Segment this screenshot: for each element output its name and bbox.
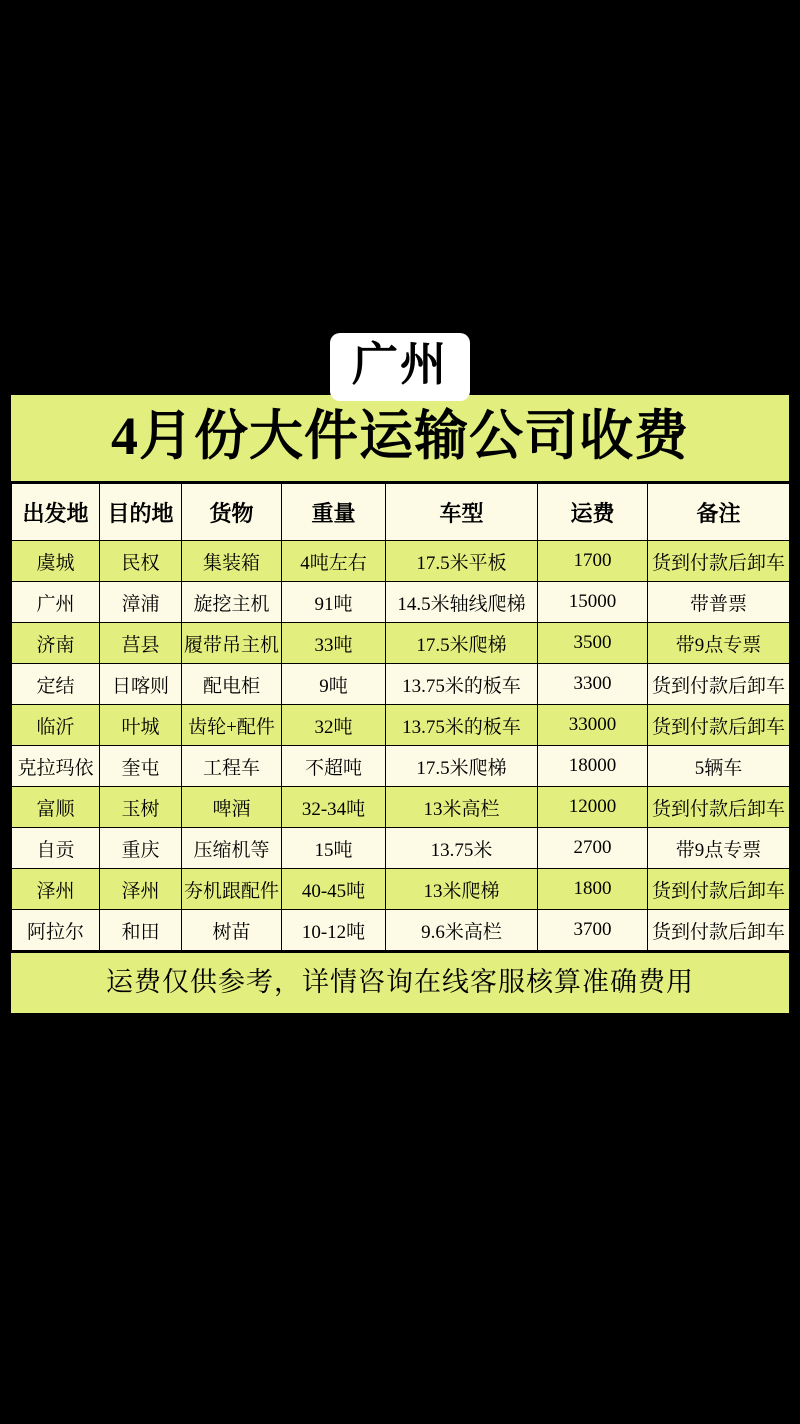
table-row	[12, 541, 790, 582]
city-badge-label: 广州	[352, 339, 448, 390]
cell-weight: 32-34吨	[282, 787, 386, 828]
cell-remark: 货到付款后卸车	[648, 910, 790, 951]
cell-destination: 民权	[100, 541, 182, 582]
column-header-origin: 出发地	[12, 484, 100, 541]
cell-weight: 33吨	[282, 623, 386, 664]
column-header-remark: 备注	[648, 484, 790, 541]
cell-cargo: 集装箱	[182, 541, 282, 582]
cell-vehicle: 14.5米轴线爬梯	[386, 582, 538, 623]
column-header-weight: 重量	[282, 484, 386, 541]
cell-vehicle: 17.5米爬梯	[386, 746, 538, 787]
cell-destination: 奎屯	[100, 746, 182, 787]
table-row	[12, 910, 790, 951]
cell-remark: 5辆车	[648, 746, 790, 787]
table-row	[12, 746, 790, 787]
cell-remark: 货到付款后卸车	[648, 705, 790, 746]
cell-destination: 玉树	[100, 787, 182, 828]
cell-remark: 货到付款后卸车	[648, 787, 790, 828]
cell-cargo: 工程车	[182, 746, 282, 787]
column-header-vehicle: 车型	[386, 484, 538, 541]
cell-cargo: 配电柜	[182, 664, 282, 705]
cell-remark: 货到付款后卸车	[648, 541, 790, 582]
footer-note-text: 运费仅供参考，详情咨询在线客服核算准确费用	[106, 967, 694, 997]
cell-freight: 12000	[538, 787, 648, 828]
cell-freight: 18000	[538, 746, 648, 787]
cell-vehicle: 9.6米高栏	[386, 910, 538, 951]
cell-cargo: 履带吊主机	[182, 623, 282, 664]
cell-freight: 1700	[538, 541, 648, 582]
cell-origin: 广州	[12, 582, 100, 623]
cell-destination: 重庆	[100, 828, 182, 869]
cell-freight: 2700	[538, 828, 648, 869]
cell-weight: 91吨	[282, 582, 386, 623]
table-row	[12, 582, 790, 623]
table-row	[12, 787, 790, 828]
cell-cargo: 夯机跟配件	[182, 869, 282, 910]
cell-destination: 和田	[100, 910, 182, 951]
cell-weight: 32吨	[282, 705, 386, 746]
cell-cargo: 压缩机等	[182, 828, 282, 869]
column-header-freight: 运费	[538, 484, 648, 541]
cell-origin: 临沂	[12, 705, 100, 746]
table-row	[12, 828, 790, 869]
cell-freight: 33000	[538, 705, 648, 746]
rate-table	[11, 483, 790, 951]
cell-origin: 定结	[12, 664, 100, 705]
table-row	[12, 664, 790, 705]
cell-remark: 带普票	[648, 582, 790, 623]
table-row	[12, 705, 790, 746]
cell-remark: 货到付款后卸车	[648, 664, 790, 705]
cell-origin: 富顺	[12, 787, 100, 828]
rate-card	[10, 394, 790, 1014]
cell-weight: 9吨	[282, 664, 386, 705]
cell-destination: 漳浦	[100, 582, 182, 623]
cell-destination: 莒县	[100, 623, 182, 664]
cell-origin: 虞城	[12, 541, 100, 582]
cell-vehicle: 13.75米	[386, 828, 538, 869]
cell-vehicle: 13米高栏	[386, 787, 538, 828]
cell-cargo: 树苗	[182, 910, 282, 951]
cell-origin: 阿拉尔	[12, 910, 100, 951]
table-row	[12, 869, 790, 910]
page-title: 4月份大件运输公司收费	[111, 406, 689, 466]
cell-remark: 带9点专票	[648, 828, 790, 869]
cell-remark: 带9点专票	[648, 623, 790, 664]
column-header-destination: 目的地	[100, 484, 182, 541]
column-header-cargo: 货物	[182, 484, 282, 541]
cell-vehicle: 13.75米的板车	[386, 664, 538, 705]
table-header-row	[12, 484, 790, 541]
cell-weight: 不超吨	[282, 746, 386, 787]
cell-freight: 3300	[538, 664, 648, 705]
cell-freight: 1800	[538, 869, 648, 910]
table-row	[12, 623, 790, 664]
cell-vehicle: 17.5米平板	[386, 541, 538, 582]
cell-weight: 15吨	[282, 828, 386, 869]
cell-origin: 济南	[12, 623, 100, 664]
cell-cargo: 旋挖主机	[182, 582, 282, 623]
cell-destination: 泽州	[100, 869, 182, 910]
cell-freight: 15000	[538, 582, 648, 623]
cell-origin: 克拉玛依	[12, 746, 100, 787]
cell-origin: 泽州	[12, 869, 100, 910]
cell-weight: 4吨左右	[282, 541, 386, 582]
cell-freight: 3500	[538, 623, 648, 664]
cell-destination: 日喀则	[100, 664, 182, 705]
cell-vehicle: 13米爬梯	[386, 869, 538, 910]
cell-origin: 自贡	[12, 828, 100, 869]
cell-cargo: 齿轮+配件	[182, 705, 282, 746]
cell-destination: 叶城	[100, 705, 182, 746]
cell-freight: 3700	[538, 910, 648, 951]
card-title-bar	[11, 395, 789, 483]
cell-vehicle: 17.5米爬梯	[386, 623, 538, 664]
cell-weight: 40-45吨	[282, 869, 386, 910]
cell-vehicle: 13.75米的板车	[386, 705, 538, 746]
footer-note	[11, 951, 789, 1013]
cell-weight: 10-12吨	[282, 910, 386, 951]
cell-remark: 货到付款后卸车	[648, 869, 790, 910]
city-badge	[330, 333, 470, 401]
cell-cargo: 啤酒	[182, 787, 282, 828]
